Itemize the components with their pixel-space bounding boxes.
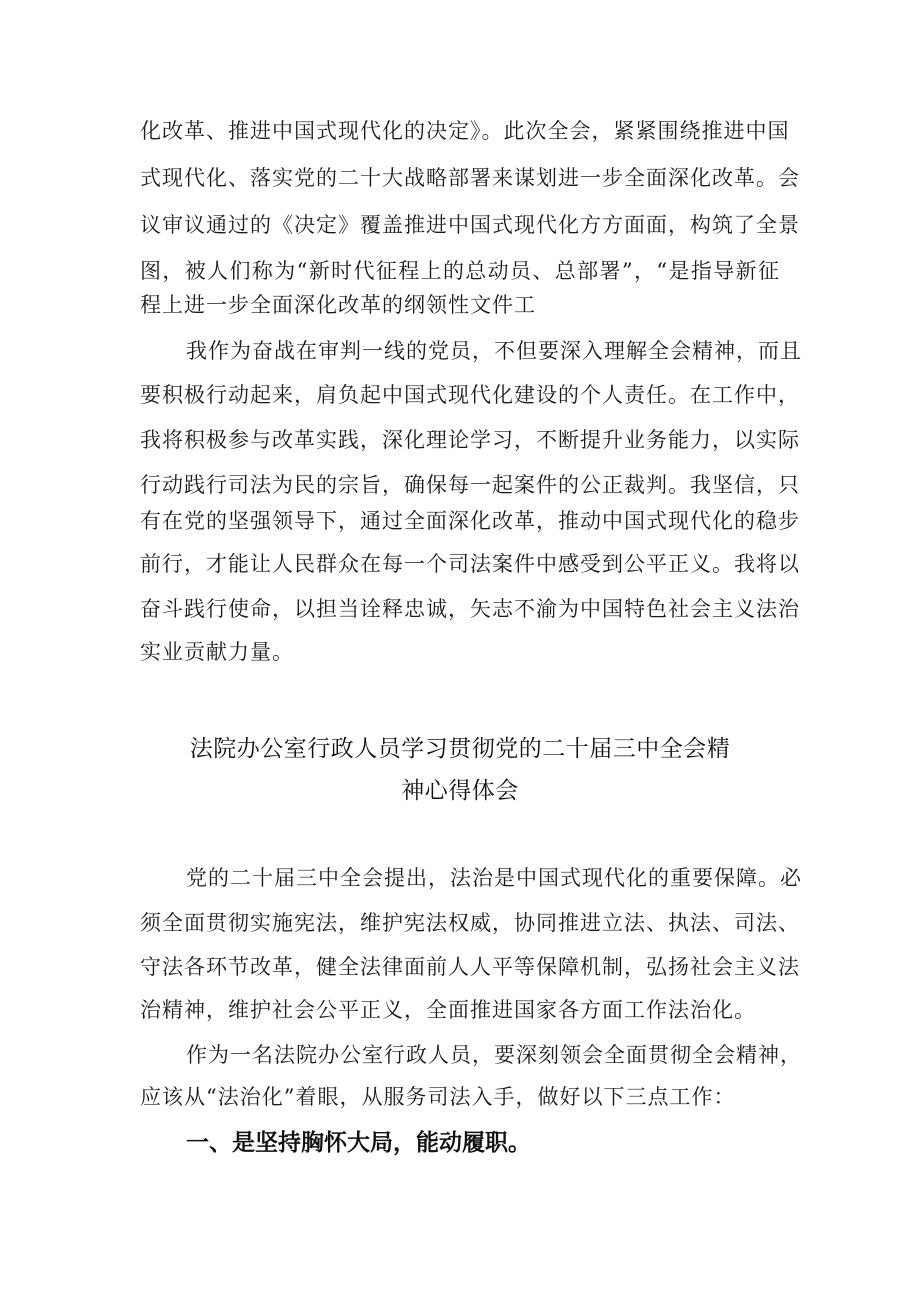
- paragraph-line: 奋斗践行使命，以担当诠释忠诚，矢志不渝为中国特色社会主义法治: [140, 597, 800, 621]
- paragraph-line: 守法各环节改革，健全法律面前人人平等保障机制，弘扬社会主义法: [140, 955, 800, 979]
- paragraph-line: 行动践行司法为民的宗旨，确保每一起案件的公正裁判。我坚信，只: [140, 473, 800, 497]
- paragraph-line: 化改革、推进中国式现代化的决定》。此次全会，紧紧围绕推进中国: [140, 119, 790, 143]
- paragraph-line: 我作为奋战在审判一线的党员，不但要深入理解全会精神，而且: [186, 339, 802, 363]
- paragraph-line: 党的二十届三中全会提出，法治是中国式现代化的重要保障。必: [186, 866, 802, 890]
- paragraph-line: 议审议通过的《决定》覆盖推进中国式现代化方方面面，构筑了全景: [140, 213, 800, 237]
- paragraph-line: 实业贡献力量。: [140, 640, 294, 664]
- paragraph-line: 我将积极参与改革实践，深化理论学习，不断提升业务能力，以实际: [140, 428, 800, 452]
- article-title: 法院办公室行政人员学习贯彻党的二十届三中全会精: [189, 736, 731, 762]
- article-title-continued: 神心得体会: [401, 778, 519, 804]
- paragraph-line: 程上进一步全面深化改革的纲领性文件工: [140, 293, 536, 317]
- paragraph-line: 治精神，维护社会公平正义，全面推进国家各方面工作法治化。: [140, 998, 756, 1022]
- paragraph-line: 有在党的坚强领导下，通过全面深化改革，推动中国式现代化的稳步: [140, 509, 800, 533]
- paragraph-line: 要积极行动起来，肩负起中国式现代化建设的个人责任。在工作中，: [140, 383, 800, 407]
- paragraph-line: 式现代化、落实党的二十大战略部署来谋划进一步全面深化改革。会: [140, 166, 800, 190]
- paragraph-line: 前行，才能让人民群众在每一个司法案件中感受到公平正义。我将以: [140, 552, 800, 576]
- paragraph-line: 图，被人们称为“新时代征程上的总动员、总部署”，“是指导新征: [140, 259, 780, 283]
- paragraph-line: 须全面贯彻实施宪法，维护宪法权威，协同推进立法、执法、司法、: [140, 911, 800, 935]
- paragraph-line: 应该从“法治化”着眼，从服务司法入手，做好以下三点工作：: [140, 1085, 736, 1109]
- section-heading: 一、是坚持胸怀大局，能动履职。: [186, 1130, 531, 1156]
- paragraph-line: 作为一名法院办公室行政人员，要深刻领会全面贯彻全会精神，: [186, 1043, 802, 1067]
